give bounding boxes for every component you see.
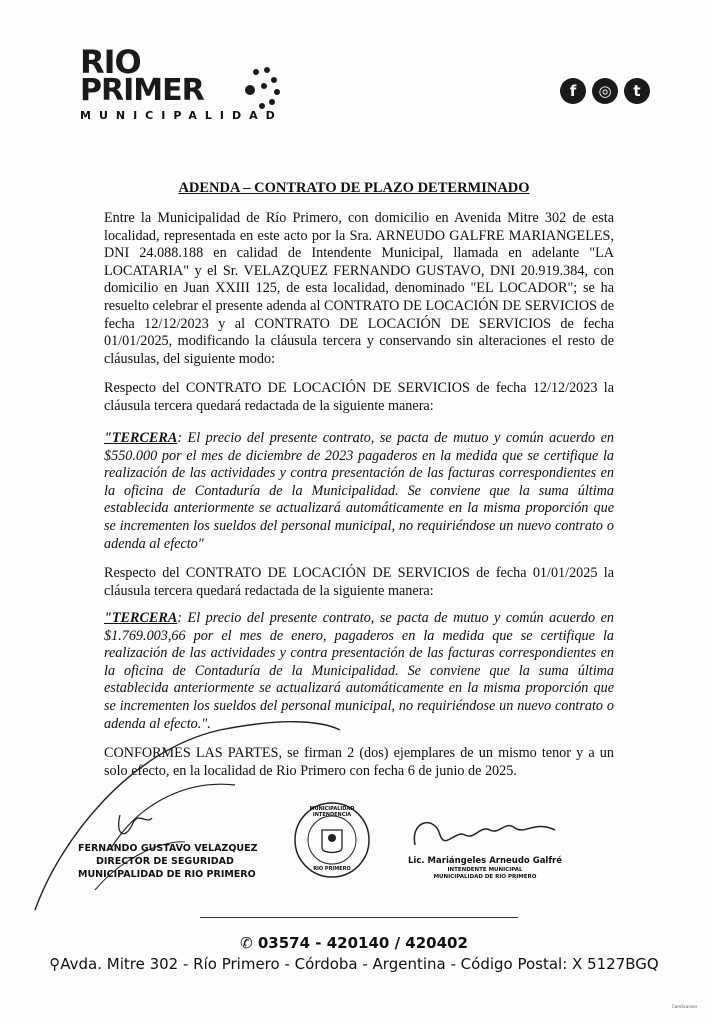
- clause-intro-2023: Respecto del CONTRATO DE LOCACIÓN DE SERVICIOS de fecha 12/12/2023 la cláusula tercera quedará redactada de la siguiente manera:: [104, 380, 614, 414]
- clause-tercera-2023: [104, 430, 614, 553]
- intro-paragraph: Entre la Municipalidad de Río Primero, con domicilio en Avenida Mitre 302 de esta localidad, representada en este acto por la Sra. ARNEUDO GALFRE MARIANGELES, DNI 24.088.188 en calidad de Intendente Municipal, llamada en adelante "LA LOCATARIA" y el Sr. VELAZQUEZ FERNANDO GUSTAVO, DNI 20.919.384, con domicilio en Juan XXIII 125, de esta localidad, denominado "EL LOCADOR"; se ha resuelto celebrar el presente adenda al CONTRATO DE LOCACIÓN DE SERVICIOS de fecha 12/12/2023 y al CONTRATO DE LOCACIÓN DE SERVICIOS de fecha 01/01/2025, modificando la cláusula tercera y conservando sin alteraciones el resto de cláusulas, del siguiente modo:: [104, 210, 614, 367]
- logo-rio: RIO: [80, 43, 141, 81]
- camscanner-watermark: CamScanner: [672, 1004, 698, 1009]
- right-signer-org: MUNICIPALIDAD DE RIO PRIMERO: [433, 874, 537, 880]
- clause-lead: "TERCERA: [104, 430, 178, 446]
- phone-text: 03574 - 420140 / 420402: [257, 934, 468, 952]
- clause-intro-2025: Respecto del CONTRATO DE LOCACIÓN DE SERVICIOS de fecha 01/01/2025 la cláusula tercera quedará redactada de la siguiente manera:: [104, 565, 614, 599]
- signer-title: DIRECTOR DE SEGURIDAD: [96, 856, 234, 867]
- social-icons: [560, 78, 650, 104]
- instagram-icon[interactable]: ◎: [592, 78, 618, 104]
- clause-text: : El precio del presente contrato, se pacta de mutuo y común acuerdo en $1.769.003,66 por el mes de enero, pagaderos en la medida que se certifique la realización de las actividades y contra presentación de las facturas correspondientes en la oficina de Contaduría de la Municipalidad. Se conviene que la suma última establecida anteriormente se actualizará automáticamente en la misma proporción que se incrementen los sueldos del personal municipal, no requiriéndose un nuevo contrato o adenda al efecto.".: [104, 610, 614, 732]
- footer-phone: [0, 934, 708, 952]
- logo-sun-icon: [242, 66, 282, 110]
- signer-name: FERNANDO GUSTAVO VELAZQUEZ: [78, 843, 258, 854]
- left-signature-block: [78, 842, 258, 881]
- location-icon: ⚲: [49, 955, 61, 973]
- seal-bottom-text: RIO PRIMERO: [313, 866, 351, 872]
- clause-text: : El precio del presente contrato, se pacta de mutuo y común acuerdo en $550.000 por el mes de diciembre de 2023 pagaderos en la medida que se certifique la realización de las actividades y contra presentación de las facturas correspondientes en la oficina de Contaduría de la Municipalidad. Se conviene que la suma última establecida anteriormente se actualizará automáticamente en la misma proporción que se incrementen los sueldos del personal municipal, no requiriéndose un nuevo contrato o adenda al efecto": [104, 430, 614, 552]
- twitter-icon[interactable]: t: [624, 78, 650, 104]
- clause-lead: "TERCERA: [104, 610, 178, 626]
- phone-icon: ✆: [240, 934, 258, 952]
- footer-address: [0, 955, 708, 973]
- facebook-icon[interactable]: f: [560, 78, 586, 104]
- logo-primer: PRIMER: [80, 73, 204, 108]
- logo-subtitle: MUNICIPALIDAD: [80, 109, 283, 122]
- right-signature-stroke: [405, 810, 565, 860]
- document-title: ADENDA – CONTRATO DE PLAZO DETERMINADO: [178, 180, 530, 196]
- right-signer-name: Lic. Mariángeles Arneudo Galfré: [408, 856, 562, 866]
- seal-top-text: MUNICIPALIDAD INTENDENCIA: [309, 806, 355, 818]
- signer-org: MUNICIPALIDAD DE RIO PRIMERO: [78, 869, 256, 880]
- right-signer-title: INTENDENTE MUNICIPAL: [447, 867, 523, 873]
- footer-divider: [200, 917, 518, 918]
- closing-paragraph: CONFORMES LAS PARTES, se firman 2 (dos) ejemplares de un mismo tenor y a un solo efecto, en la localidad de Rio Primero con fecha 6 de junio de 2025.: [104, 745, 614, 779]
- address-text: Avda. Mitre 302 - Río Primero - Córdoba - Argentina - Código Postal: X 5127BGQ: [60, 955, 659, 973]
